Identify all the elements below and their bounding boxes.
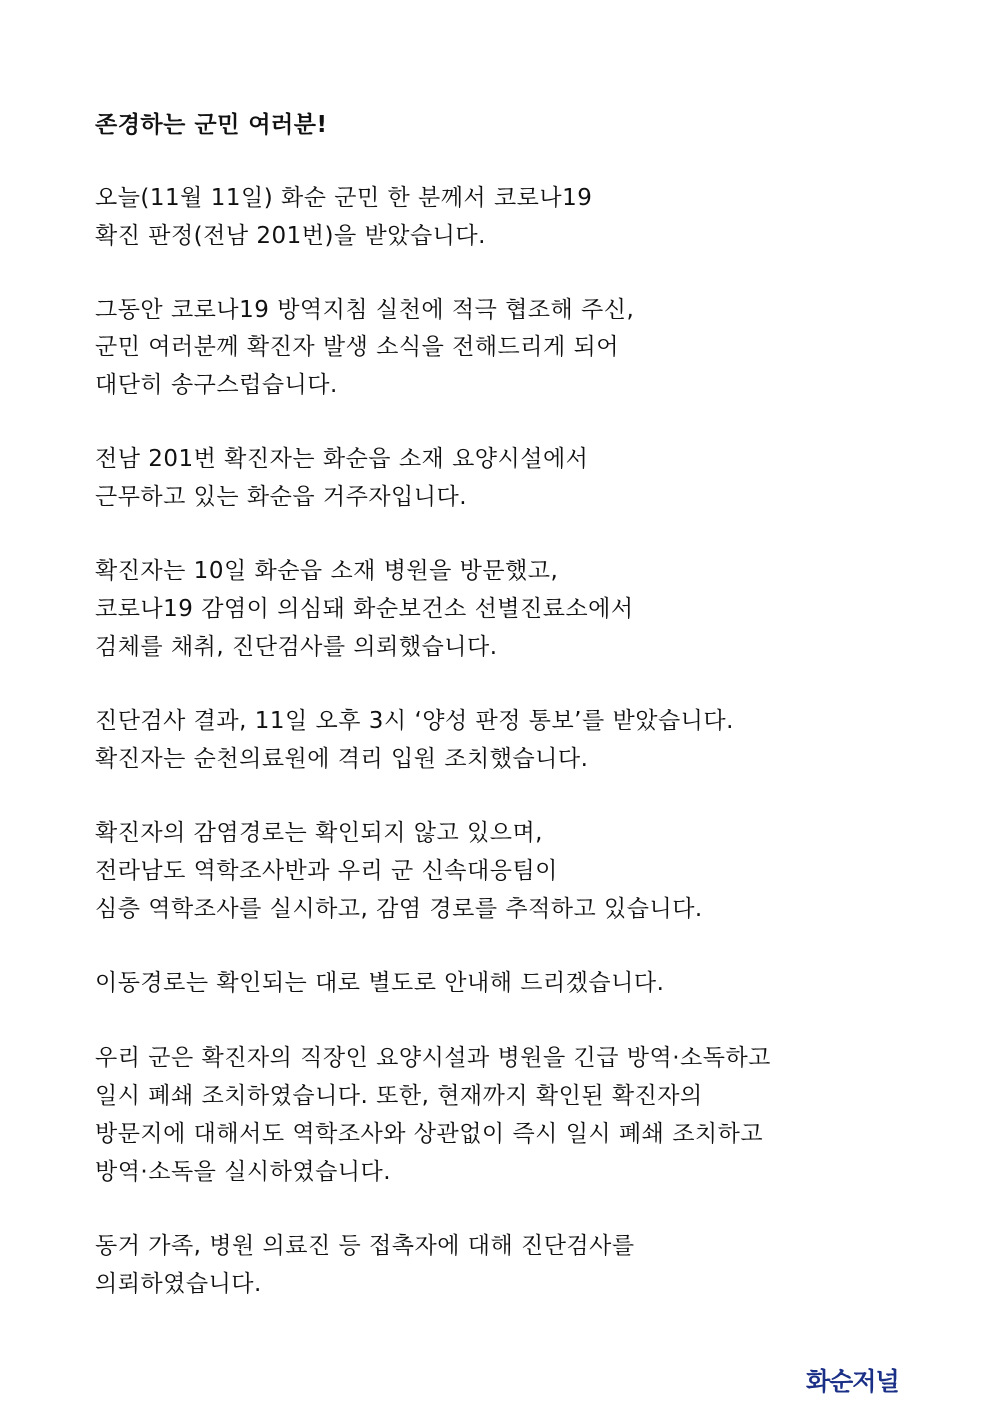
paragraph-5-line-2: 확진자는 순천의료원에 격리 입원 조치했습니다. <box>95 746 589 772</box>
paragraph-2-line-1: 그동안 코로나19 방역지침 실천에 적극 협조해 주신, <box>95 297 635 323</box>
paragraph-3-line-2: 근무하고 있는 화순읍 거주자입니다. <box>95 484 468 510</box>
paragraph-8-line-2: 일시 폐쇄 조치하였습니다. 또한, 현재까지 확인된 확진자의 <box>95 1083 703 1109</box>
paragraph-3-line-1: 전남 201번 확진자는 화순읍 소재 요양시설에서 <box>95 446 589 472</box>
greeting-heading: 존경하는 군민 여러분! <box>95 112 328 138</box>
paragraph-7-line-1: 이동경로는 확인되는 대로 별도로 안내해 드리겠습니다. <box>95 970 665 996</box>
publisher-logo: 화순저널 <box>806 1367 899 1396</box>
paragraph-9-line-2: 의뢰하였습니다. <box>95 1271 262 1297</box>
paragraph-5-line-1: 진단검사 결과, 11일 오후 3시 ‘양성 판정 통보’를 받았습니다. <box>95 708 734 734</box>
paragraph-4-line-3: 검체를 채취, 진단검사를 의뢰했습니다. <box>95 634 498 660</box>
paragraph-4-line-2: 코로나19 감염이 의심돼 화순보건소 선별진료소에서 <box>95 596 634 622</box>
paragraph-8-line-4: 방역·소독을 실시하였습니다. <box>95 1159 392 1185</box>
paragraph-6-line-1: 확진자의 감염경로는 확인되지 않고 있으며, <box>95 820 543 846</box>
paragraph-1-line-1: 오늘(11월 11일) 화순 군민 한 분께서 코로나19 <box>95 185 593 211</box>
paragraph-8-line-3: 방문지에 대해서도 역학조사와 상관없이 즉시 일시 폐쇄 조치하고 <box>95 1121 764 1147</box>
paragraph-9-line-1: 동거 가족, 병원 의료진 등 접촉자에 대해 진단검사를 <box>95 1233 635 1259</box>
paragraph-6-line-2: 전라남도 역학조사반과 우리 군 신속대응팀이 <box>95 858 558 884</box>
paragraph-1-line-2: 확진 판정(전남 201번)을 받았습니다. <box>95 223 486 249</box>
paragraph-8-line-1: 우리 군은 확진자의 직장인 요양시설과 병원을 긴급 방역·소독하고 <box>95 1045 771 1071</box>
paragraph-2-line-3: 대단히 송구스럽습니다. <box>95 372 338 398</box>
paragraph-4-line-1: 확진자는 10일 화순읍 소재 병원을 방문했고, <box>95 558 559 584</box>
paragraph-2-line-2: 군민 여러분께 확진자 발생 소식을 전해드리게 되어 <box>95 334 619 360</box>
paragraph-6-line-3: 심층 역학조사를 실시하고, 감염 경로를 추적하고 있습니다. <box>95 896 703 922</box>
